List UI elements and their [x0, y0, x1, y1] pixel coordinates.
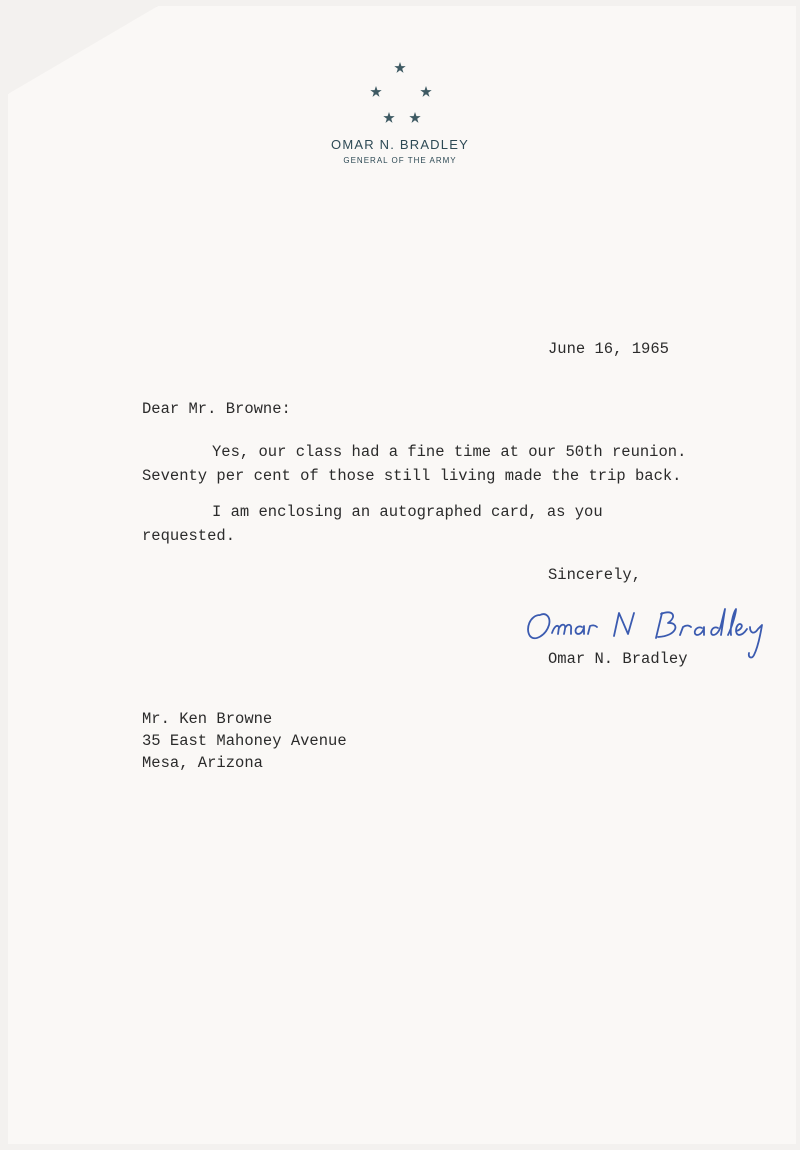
closing: Sincerely, [548, 566, 642, 584]
recipient-name: Mr. Ken Browne [142, 710, 273, 728]
letterhead-title: GENERAL OF THE ARMY [343, 156, 457, 165]
letter-date: June 16, 1965 [548, 340, 669, 358]
paragraph1-line2: Seventy per cent of those still living made the trip back. [142, 467, 682, 485]
letterhead-name: OMAR N. BRADLEY [331, 137, 469, 152]
recipient-city: Mesa, Arizona [142, 754, 263, 772]
signature-text: Omar N Bradley [522, 603, 529, 604]
recipient-street: 35 East Mahoney Avenue [142, 732, 347, 750]
letterhead [0, 0, 800, 175]
five-star-insignia-icon [360, 56, 440, 128]
paragraph2-line1: I am enclosing an autographed card, as you [212, 503, 603, 521]
salutation: Dear Mr. Browne: [142, 400, 291, 418]
paragraph1-line1: Yes, our class had a fine time at our 50th reunion. [212, 443, 687, 461]
paragraph2-line2: requested. [142, 527, 236, 545]
letter-sheet [8, 6, 796, 1144]
typed-signer-name: Omar N. Bradley [548, 650, 688, 668]
